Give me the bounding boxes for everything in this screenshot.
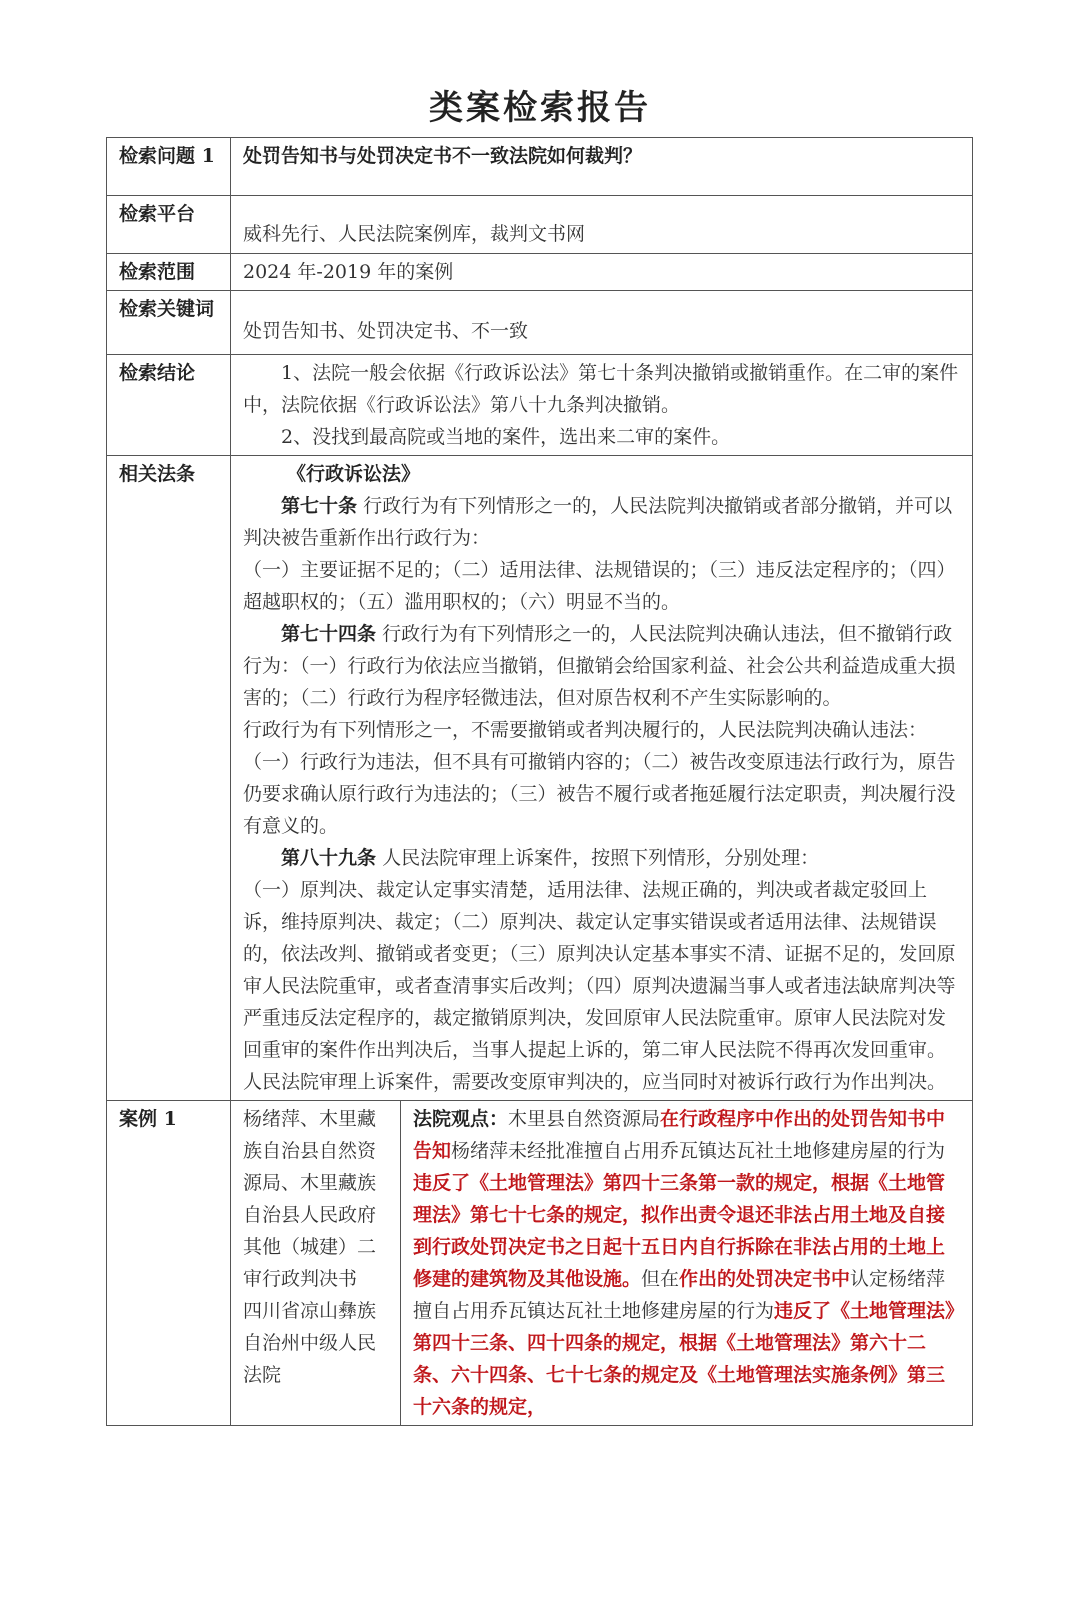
article-70-title: 第七十条 <box>281 495 358 517</box>
article-70 <box>243 490 962 554</box>
viewpoint-highlight-2: 违反了《土地管理法》第四十三条第一款的规定，根据《土地管理法》第七十七条的规定，拟作出责令退还非法占用土地及自接到行政处罚决定书之日起十五日内自行拆除在非法占用的土地上修建的建筑物及其他设施。 <box>413 1172 946 1290</box>
article-89-title: 第八十九条 <box>281 847 377 869</box>
viewpoint-label: 法院观点： <box>413 1108 509 1130</box>
viewpoint-text-3: 但在 <box>641 1268 680 1290</box>
question-value: 处罚告知书与处罚决定书不一致法院如何裁判？ <box>231 138 973 196</box>
row-range <box>107 254 973 291</box>
question-label: 检索问题 1 <box>107 138 231 196</box>
range-value: 2024 年-2019 年的案例 <box>231 254 973 291</box>
row-platform <box>107 196 973 254</box>
platform-value: 威科先行、人民法院案例库，裁判文书网 <box>231 196 973 254</box>
conclusion-label: 检索结论 <box>107 355 231 456</box>
viewpoint-highlight-3: 作出的处罚决定书中 <box>679 1268 851 1290</box>
keywords-label: 检索关键词 <box>107 291 231 355</box>
keywords-value: 处罚告知书、处罚决定书、不一致 <box>231 291 973 355</box>
article-70-items: （一）主要证据不足的；（二）适用法律、法规错误的；（三）违反法定程序的；（四）超越职权的；（五）滥用职权的；（六）明显不当的。 <box>243 559 956 613</box>
case-1-viewpoint <box>401 1101 973 1426</box>
conclusion-value <box>231 355 973 456</box>
laws-value <box>231 456 973 1101</box>
article-89 <box>243 842 962 874</box>
viewpoint-text-2: 杨绪萍未经批准擅自占用乔瓦镇达瓦社土地修建房屋的行为 <box>451 1140 946 1162</box>
report-table <box>106 137 973 1426</box>
viewpoint-highlight-4: 违反了《土地管理法》第四十三条、四十四条的规定，根据《土地管理法》第六十二条、六十四条、七十七条的规定及《土地管理法实施条例》第三十六条的规定， <box>413 1300 955 1418</box>
platform-label: 检索平台 <box>107 196 231 254</box>
page-title: 类案检索报告 <box>429 88 651 128</box>
case-1-title <box>231 1101 401 1426</box>
range-label: 检索范围 <box>107 254 231 291</box>
conclusion-point-1: 1、法院一般会依据《行政诉讼法》第七十条判决撤销或撤销重作。在二审的案件中，法院依据《行政诉讼法》第八十九条判决撤销。 <box>243 362 959 416</box>
case-1-court: 四川省凉山彝族自治州中级人民法院 <box>243 1300 377 1386</box>
laws-label: 相关法条 <box>107 456 231 1101</box>
article-89-items: （一）原判决、裁定认定事实清楚，适用法律、法规正确的，判决或者裁定驳回上诉，维持原判决、裁定；（二）原判决、裁定认定事实错误或者适用法律、法规错误的，依法改判、撤销或者变更；（三）原判决认定基本事实不清、证据不足的，发回原审人民法院重审，或者查清事实后改判；（四）原判决遗漏当事人或者违法缺席判决等严重违反法定程序的，裁定撤销原判决，发回原审人民法院重审。原审人民法院对发回重审的案件作出判决后，当事人提起上诉的，第二审人民法院不得再次发回重审。人民法院审理上诉案件，需要改变原审判决的，应当同时对被诉行政行为作出判决。 <box>243 879 956 1093</box>
article-74-text: 行政行为有下列情形之一的，人民法院判决确认违法，但不撤销行政行为：（一）行政行为依法应当撤销，但撤销会给国家利益、社会公共利益造成重大损害的；（二）行政行为程序轻微违法，但对原告权利不产生实际影响的。 <box>243 623 956 709</box>
case-1-name: 杨绪萍、木里藏族自治县自然资源局、木里藏族自治县人民政府其他（城建）二审行政判决书 <box>243 1108 377 1290</box>
viewpoint-highlight-1: 在行政程序中作出的处罚告知书中告知 <box>413 1108 946 1162</box>
row-conclusion <box>107 355 973 456</box>
viewpoint-text-4: 认定杨绪萍擅自占用乔瓦镇达瓦社土地修建房屋的行为 <box>413 1268 946 1322</box>
case-1-label: 案例 1 <box>107 1101 231 1426</box>
viewpoint-text-1: 木里县自然资源局 <box>508 1108 661 1130</box>
row-keywords <box>107 291 973 355</box>
article-74-text-2: 行政行为有下列情形之一，不需要撤销或者判决履行的，人民法院判决确认违法：（一）行政行为违法，但不具有可撤销内容的；（二）被告改变原违法行政行为，原告仍要求确认原行政行为违法的；（三）被告不履行或者拖延履行法定职责，判决履行没有意义的。 <box>243 719 956 837</box>
article-70-text: 行政行为有下列情形之一的，人民法院判决撤销或者部分撤销，并可以判决被告重新作出行政行为： <box>243 495 953 549</box>
law-title: 《行政诉讼法》 <box>287 463 421 485</box>
article-74 <box>243 618 962 714</box>
row-laws <box>107 456 973 1101</box>
conclusion-point-2: 2、没找到最高院或当地的案件，选出来二审的案件。 <box>281 426 731 448</box>
row-case-1 <box>107 1101 973 1426</box>
article-74-title: 第七十四条 <box>281 623 377 645</box>
article-89-text: 人民法院审理上诉案件，按照下列情形，分别处理： <box>382 847 820 869</box>
row-question <box>107 138 973 196</box>
